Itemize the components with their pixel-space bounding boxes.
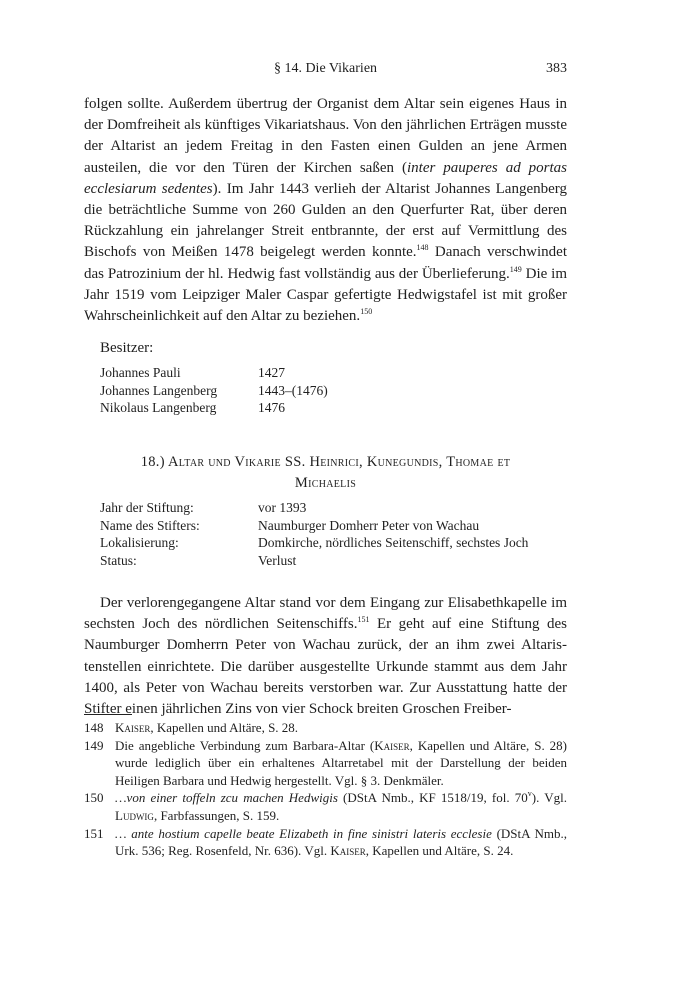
fact-key: Name des Stifters: (100, 517, 200, 533)
author-name: Kaiser (115, 720, 151, 735)
fact-key: Jahr der Stiftung: (100, 500, 194, 515)
fact-value: Verlust (258, 552, 297, 568)
owners-list (100, 364, 567, 417)
text-run: Danach verschwindet das Patrozinium der hl. Hedwig fast vollständig aus der Überlieferung. (84, 244, 568, 282)
fact-key: Lokalisierung: (100, 535, 179, 550)
text-run: Die im Jahr 1519 vom Leipziger Maler Caspar gefertigte Hedwigstafel ist mit großer Wahrscheinlichkeit auf den Altar zu beziehen. (84, 265, 567, 325)
footnote-text (115, 825, 567, 860)
text-run: Er geht auf eine Stiftung des Naumburger Domherrn Peter von Wachau zurück, der an ihm zwei Altaristenstellen einrichtete. Die darüber ausgestellte Urkunde stammt aus dem Jahr 1400, als Peter von Wachau bereits verstorben war. Zur Ausstattung hatte der Stifter einen jährlichen Zins von vier Schock breiten Groschen Freiber- (84, 616, 567, 718)
text-run: (DStA Nmb., Urk. 536; Reg. Rosenfeld, Nr. 636). Vgl. (115, 825, 567, 859)
footnote-148 (84, 719, 567, 737)
body-text-2 (84, 578, 567, 735)
owner-name: Johannes Pauli (100, 365, 181, 380)
section-heading-line: Michaelis (294, 475, 357, 491)
text-run: , Kapellen und Altäre, S. 28) wurde lediglich über ein erhaltenes Altarretabel mit der Darstellung der beiden Heiligen Barbara und Hedwig hergestellt. Vgl. § 3. Denkmäler. (115, 737, 567, 788)
text-run: , Kapellen und Altäre, S. 24. (365, 843, 514, 859)
fact-row (100, 552, 567, 570)
footnote-150 (84, 789, 567, 824)
latin-quote: …von einer toffeln zcu machen Hedwigis (115, 790, 338, 806)
fact-value: Domkirche, nördliches Seitenschiff, sechstes Joch (258, 535, 529, 550)
owner-years: 1476 (258, 400, 285, 415)
owners-label: Besitzer: (100, 340, 154, 356)
footnote-number: 151 (84, 825, 104, 841)
text-run: , Kapellen und Altäre, S. 28. (150, 720, 299, 735)
text-run: Die angebliche Verbindung zum Barbara-Altar ( (115, 737, 375, 753)
footnote-149 (84, 737, 567, 790)
page-number: 383 (546, 61, 567, 76)
fact-row (100, 534, 567, 552)
owner-row (100, 399, 567, 417)
footnote-ref[interactable]: 148 (416, 243, 429, 253)
section-heading (100, 452, 551, 494)
text-run: (DStA Nmb., KF 1518/19, fol. 70 (337, 790, 528, 806)
footnote-151 (84, 825, 567, 860)
owner-row (100, 382, 567, 400)
fact-value: vor 1393 (258, 500, 307, 515)
latin-quote: inter pauperes ad portas ecclesiarum sedentes (84, 159, 568, 197)
text-run: ). Vgl. (531, 790, 567, 806)
author-name: Kaiser (374, 737, 410, 753)
owner-name: Nikolaus Langenberg (100, 400, 217, 415)
footnote-ref[interactable]: 151 (357, 615, 370, 625)
footnote-ref[interactable]: 150 (360, 307, 373, 317)
footnote-text (115, 719, 567, 737)
fact-row (100, 517, 567, 535)
author-name: Ludwig (115, 807, 154, 823)
footnote-number: 148 (84, 720, 104, 735)
section-facts (100, 499, 567, 569)
footnote-ref[interactable]: 149 (509, 264, 522, 274)
footnote-divider (84, 714, 132, 715)
owner-name: Johannes Langenberg (100, 382, 218, 398)
latin-quote: … ante hostium capelle beate Elizabeth in fine sinistri lateris ecclesie (115, 825, 492, 841)
running-title: § 14. Die Vikarien (273, 61, 378, 76)
paragraph-1 (84, 94, 567, 327)
author-name: Kaiser (330, 843, 366, 859)
text-run: folgen sollte. Außerdem übertrug der Organist dem Altar sein eigenes Haus in der Domfreiheit als künftiges Vikariatshaus. Von den jährlichen Erträgen musste der Altarist an jedem Freitag in den Fasten einen Gulden an jene Armen austeilen, die vor den Türen der Kirchen saßen ( (84, 96, 567, 176)
footnote-text (115, 789, 567, 824)
running-header (84, 61, 567, 81)
paragraph-2 (84, 593, 567, 720)
owner-years: 1427 (258, 365, 285, 380)
owner-row (100, 364, 567, 382)
fact-value: Naumburger Domherr Peter von Wachau (258, 517, 480, 533)
footnotes (84, 719, 567, 860)
footnote-text (115, 737, 567, 790)
text-run: , Farbfassungen, S. 159. (153, 807, 280, 823)
fact-key: Status: (100, 552, 137, 568)
text-run: ). Im Jahr 1443 verlieh der Altarist Johannes Langenberg die beträchtliche Summe von 260 Gulden an den Querfurter Rat, über deren Rückzahlung ein jahrelanger Streit entbrannte, der erst auf Vermittlung des Bischofs von Meißen 1478 beigelegt werden konnte. (84, 180, 567, 261)
superscript: v (527, 789, 532, 799)
section-heading-line: 18.) Altar und Vikarie SS. Heinrici, Kunegundis, Thomae et (140, 454, 511, 470)
fact-row (100, 499, 567, 517)
footnote-number: 150 (84, 790, 104, 806)
body-text-1 (84, 94, 567, 327)
footnote-number: 149 (84, 737, 104, 753)
owner-years: 1443–(1476) (258, 382, 328, 398)
text-run: Der verlorengegangene Altar stand vor dem Eingang zur Elisabethkapelle im sechsten Joch des nördlichen Seitenschiffs. (84, 595, 567, 633)
